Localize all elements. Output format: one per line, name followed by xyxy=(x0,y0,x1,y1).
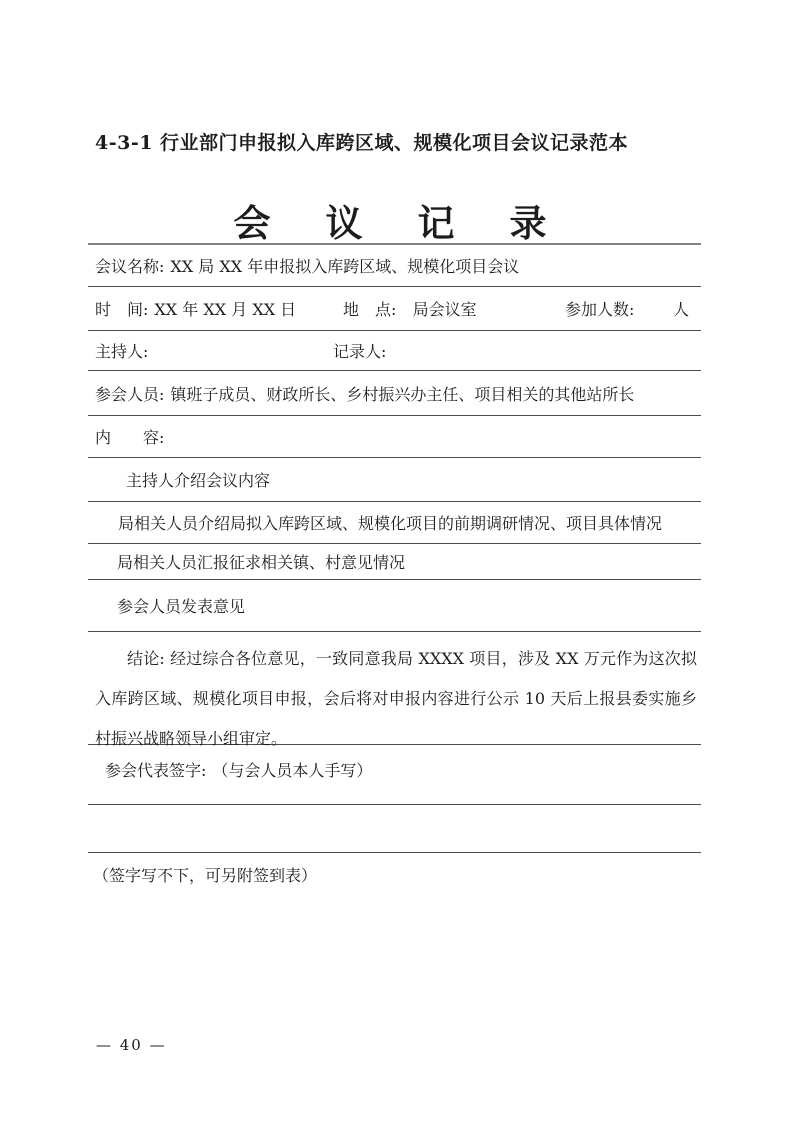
content-item-row xyxy=(88,580,701,632)
content-item-row xyxy=(88,502,701,544)
time-label: 时 间: xyxy=(95,300,149,319)
recorder-label: 记录人: xyxy=(333,342,387,361)
attach-sheet-note: （签字写不下，可另附签到表） xyxy=(93,866,318,885)
content-item-text: 主持人介绍会议内容 xyxy=(126,471,271,490)
signature-blank-row xyxy=(88,805,701,853)
place-value: 局会议室 xyxy=(412,300,477,319)
participants-label: 参会人员: xyxy=(95,384,165,404)
section-title: 4-3-1 行业部门申报拟入库跨区域、规模化项目会议记录范本 xyxy=(95,132,629,154)
host-label: 主持人: xyxy=(95,342,149,361)
signature-hint: （与会人员本人手写） xyxy=(212,761,373,780)
place-field xyxy=(343,297,477,320)
meeting-name-value: XX 局 XX 年申报拟入库跨区域、规模化项目会议 xyxy=(170,257,520,276)
content-label-row xyxy=(88,416,701,458)
participants-row xyxy=(88,371,701,416)
host-recorder-row xyxy=(88,331,701,371)
meeting-name-label: 会议名称: xyxy=(95,257,165,276)
meeting-record-form xyxy=(88,243,701,853)
content-item-row xyxy=(88,458,701,502)
content-item-text: 局相关人员介绍局拟入库跨区域、规模化项目的前期调研情况、项目具体情况 xyxy=(118,514,663,533)
time-place-count-row xyxy=(88,287,701,331)
signature-row xyxy=(88,745,701,805)
content-label: 内 容: xyxy=(95,428,165,447)
signature-label: 参会代表签字: xyxy=(105,761,207,780)
page-number: — 40 — xyxy=(96,1036,167,1054)
attendee-count-unit: 人 xyxy=(673,300,690,319)
page-title: 会 议 记 录 xyxy=(233,201,556,245)
time-value: XX 年 XX 月 XX 日 xyxy=(154,300,297,319)
meeting-name-row xyxy=(88,245,701,287)
content-item-row xyxy=(88,544,701,580)
place-label: 地 点: xyxy=(343,300,397,319)
participants-value: 镇班子成员、财政所长、乡村振兴办主任、项目相关的其他站所长 xyxy=(170,384,635,404)
content-item-text: 局相关人员汇报征求相关镇、村意见情况 xyxy=(117,553,406,572)
content-item-text: 参会人员发表意见 xyxy=(117,597,246,616)
conclusion-text: 结论: 经过综合各位意见，一致同意我局 XXXX 项目，涉及 XX 万元作为这次拟入库跨区域、规模化项目申报，会后将对申报内容进行公示 10 天后上报县委实施乡村振兴战略领导小组审定。 xyxy=(95,649,697,748)
conclusion-row xyxy=(88,632,701,748)
attendee-count-label: 参加人数: xyxy=(565,300,635,319)
